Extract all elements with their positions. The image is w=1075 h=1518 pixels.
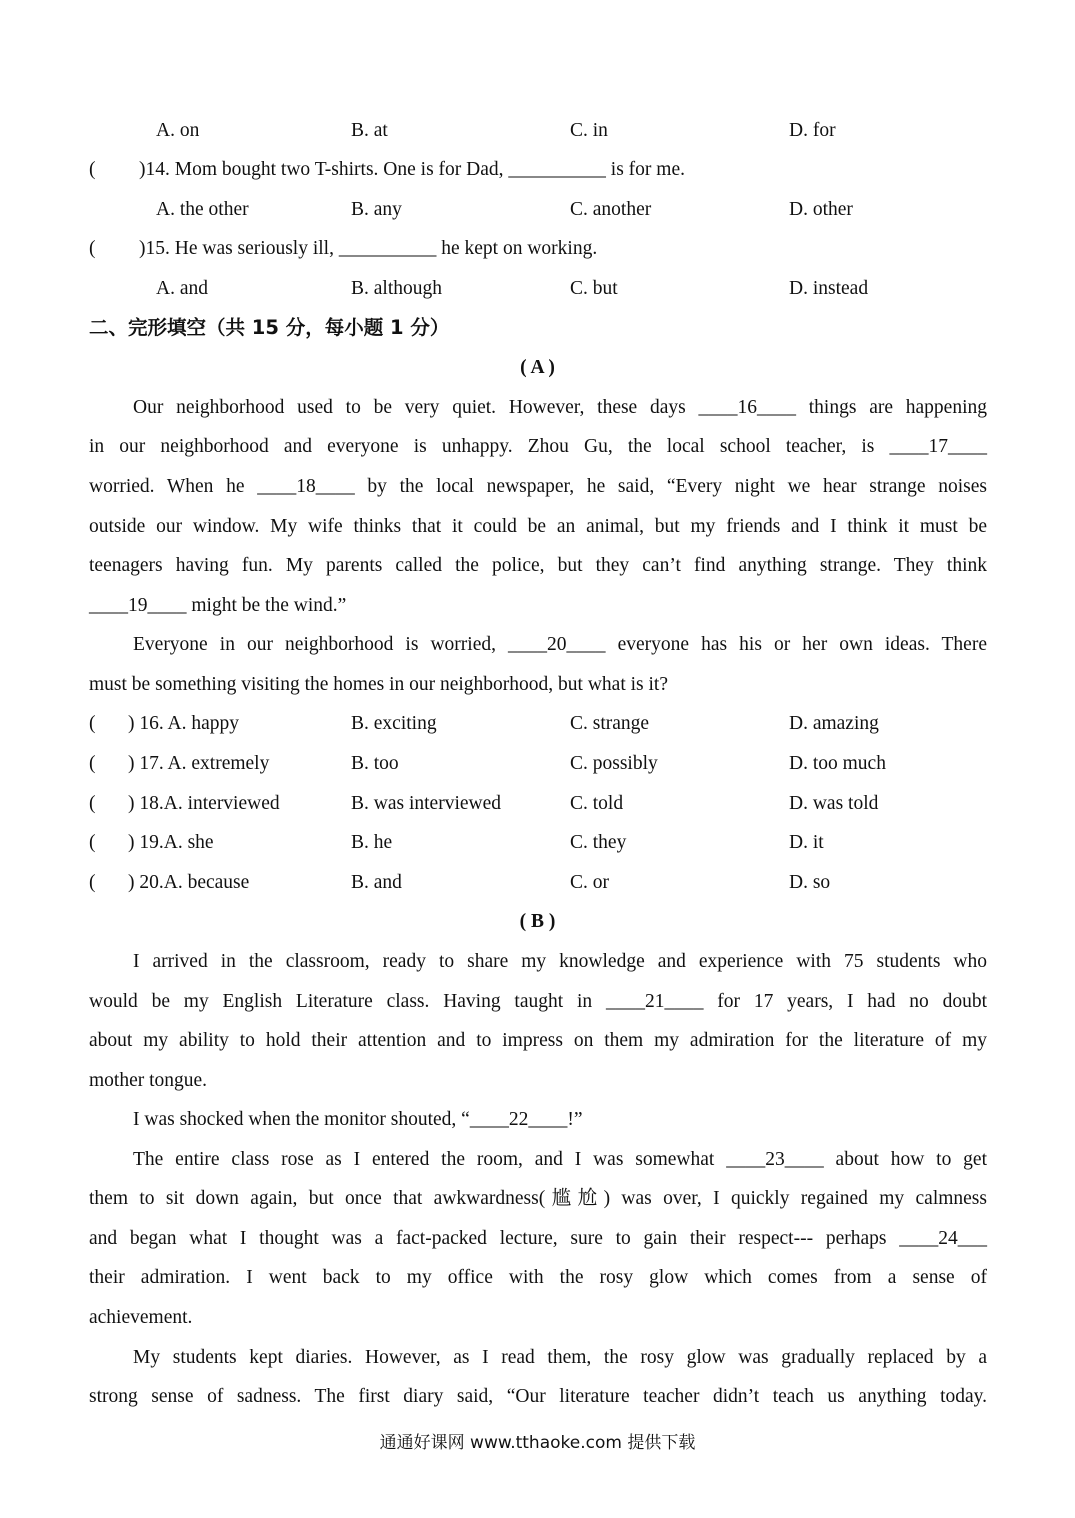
q14-option-b: B. any bbox=[351, 199, 402, 220]
passage-a-line-8: must be something visiting the homes in our neighborhood, but what is it? bbox=[89, 674, 668, 695]
passage-b-line-1: I arrived in the classroom, ready to share my knowledge and experience with 75 students who bbox=[133, 951, 987, 972]
q20-option-c: C. or bbox=[570, 872, 609, 893]
passage-b-line-7: them to sit down again, but once that awkwardness(尴尬) was over, I quickly regained my calmness bbox=[89, 1188, 987, 1209]
passage-b-line-4: mother tongue. bbox=[89, 1070, 208, 1091]
q13-option-c: C. in bbox=[570, 120, 608, 141]
q17-option-b: B. too bbox=[351, 753, 399, 774]
passage-b-line-3: about my ability to hold their attention and to impress on them my admiration for the literature of my bbox=[89, 1030, 987, 1051]
q15-stem: )15. He was seriously ill, __________ he kept on working. bbox=[139, 238, 598, 259]
passage-b-line-10: achievement. bbox=[89, 1307, 193, 1328]
q18-option-b: B. was interviewed bbox=[351, 793, 502, 814]
passage-a-line-3: worried. When he ____18____ by the local newspaper, he said, “Every night we hear strange noises bbox=[89, 476, 987, 497]
q20-paren: ( bbox=[89, 872, 96, 893]
passage-b-line-6: The entire class rose as I entered the room, and I was somewhat ____23____ about how to get bbox=[133, 1149, 987, 1170]
q16-option-a: ) 16. A. happy bbox=[128, 713, 240, 734]
q14-paren: ( bbox=[89, 159, 96, 180]
q14-option-c: C. another bbox=[570, 199, 652, 220]
q20-option-b: B. and bbox=[351, 872, 402, 893]
q14-stem: )14. Mom bought two T-shirts. One is for Dad, __________ is for me. bbox=[139, 159, 685, 180]
q14-option-a: A. the other bbox=[156, 199, 249, 220]
q15-option-c: C. but bbox=[570, 278, 618, 299]
passage-b-line-5: I was shocked when the monitor shouted, “____22____!” bbox=[133, 1109, 583, 1130]
passage-b-line-9: their admiration. I went back to my office with the rosy glow which comes from a sense of bbox=[89, 1267, 987, 1288]
passage-b-line-11: My students kept diaries. However, as I read them, the rosy glow was gradually replaced by a bbox=[133, 1347, 987, 1368]
page-footer: 通通好课网 www.tthaoke.com 提供下载 bbox=[379, 1433, 696, 1453]
q17-paren: ( bbox=[89, 753, 96, 774]
passage-b-line-8: and began what I thought was a fact-packed lecture, sure to gain their respect--- perhaps ____24___ bbox=[89, 1228, 987, 1249]
q13-option-a: A. on bbox=[156, 120, 200, 141]
q17-option-c: C. possibly bbox=[570, 753, 658, 774]
q15-paren: ( bbox=[89, 238, 96, 259]
passage-a-line-1: Our neighborhood used to be very quiet. However, these days ____16____ things are happening bbox=[133, 397, 987, 418]
section-title: 二、完形填空（共 15 分，每小题 1 分） bbox=[89, 316, 450, 339]
passage-b-line-2: would be my English Literature class. Having taught in ____21____ for 17 years, I had no doubt bbox=[89, 991, 987, 1012]
q19-option-a: ) 19.A. she bbox=[128, 832, 214, 853]
q16-paren: ( bbox=[89, 713, 96, 734]
part-b-label: ( B ) bbox=[519, 911, 556, 932]
passage-a-line-4: outside our window. My wife thinks that it could be an animal, but my friends and I think it must be bbox=[89, 516, 987, 537]
q13-option-d: D. for bbox=[789, 120, 836, 141]
passage-a-line-2: in our neighborhood and everyone is unhappy. Zhou Gu, the local school teacher, is ____17____ bbox=[89, 436, 987, 457]
q19-paren: ( bbox=[89, 832, 96, 853]
q17-option-d: D. too much bbox=[789, 753, 886, 774]
part-a-label: ( A ) bbox=[520, 357, 555, 378]
q14-option-d: D. other bbox=[789, 199, 853, 220]
q18-option-c: C. told bbox=[570, 793, 624, 814]
q16-option-d: D. amazing bbox=[789, 713, 879, 734]
q19-option-d: D. it bbox=[789, 832, 824, 853]
q15-option-d: D. instead bbox=[789, 278, 869, 299]
q16-option-c: C. strange bbox=[570, 713, 650, 734]
q13-option-b: B. at bbox=[351, 120, 388, 141]
q20-option-d: D. so bbox=[789, 872, 831, 893]
q18-option-d: D. was told bbox=[789, 793, 879, 814]
q20-option-a: ) 20.A. because bbox=[128, 872, 250, 893]
passage-a-line-7: Everyone in our neighborhood is worried, ____20____ everyone has his or her own ideas. There bbox=[133, 634, 987, 655]
q17-option-a: ) 17. A. extremely bbox=[128, 753, 270, 774]
passage-a-line-6: ____19____ might be the wind.” bbox=[89, 595, 347, 616]
q16-option-b: B. exciting bbox=[351, 713, 437, 734]
passage-b-line-12: strong sense of sadness. The first diary said, “Our literature teacher didn’t teach us anything today. bbox=[89, 1386, 987, 1407]
q18-paren: ( bbox=[89, 793, 96, 814]
q19-option-b: B. he bbox=[351, 832, 393, 853]
q15-option-b: B. although bbox=[351, 278, 442, 299]
q18-option-a: ) 18.A. interviewed bbox=[128, 793, 280, 814]
passage-a-line-5: teenagers having fun. My parents called the police, but they can’t find anything strange. They think bbox=[89, 555, 987, 576]
q19-option-c: C. they bbox=[570, 832, 627, 853]
q15-option-a: A. and bbox=[156, 278, 208, 299]
